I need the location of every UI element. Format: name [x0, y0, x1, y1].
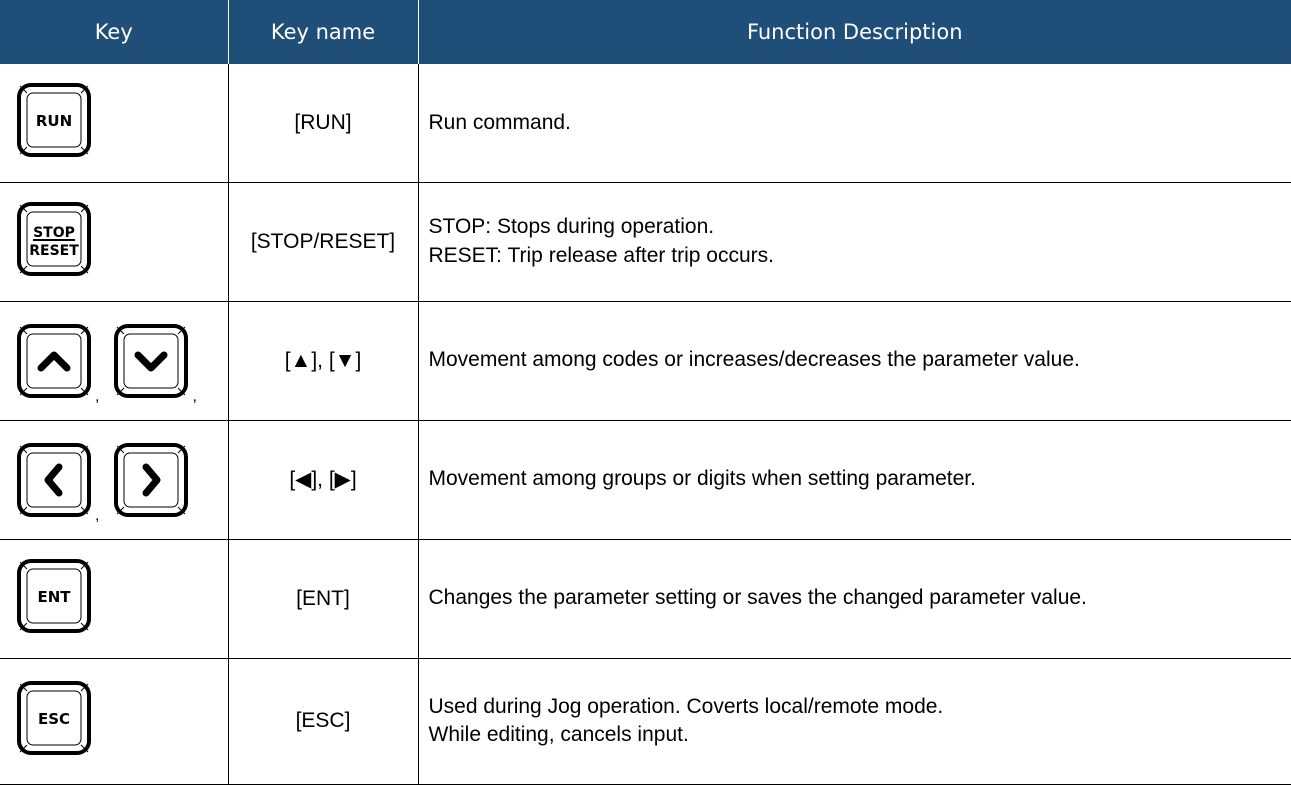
run-key-icon	[16, 82, 92, 158]
table-row	[0, 658, 1291, 784]
key-name-cell: [RUN]	[228, 64, 418, 182]
description-line: Movement among groups or digits when setting parameter.	[429, 465, 1291, 493]
esc-key-label: ESC	[38, 710, 70, 728]
key-name-cell: [▲], [▼]	[228, 301, 418, 420]
header-row	[0, 0, 1291, 64]
reset-key-label: RESET	[29, 243, 79, 259]
table-row	[0, 420, 1291, 539]
description-cell	[418, 64, 1291, 182]
key-cell	[0, 182, 228, 301]
key-cell	[0, 658, 228, 784]
stop-reset-key-icon	[16, 201, 92, 277]
run-key-label: RUN	[36, 112, 72, 130]
stop-key-label: STOP	[33, 225, 75, 241]
key-separator: ,	[95, 508, 99, 524]
key-separator: ,	[192, 389, 196, 405]
ent-key-icon	[16, 558, 92, 634]
key-name-cell: [ENT]	[228, 539, 418, 658]
description-cell	[418, 420, 1291, 539]
table-row	[0, 301, 1291, 420]
ent-key-label: ENT	[37, 588, 71, 606]
description-cell	[418, 539, 1291, 658]
header-function-description: Function Description	[418, 0, 1291, 64]
description-line: Changes the parameter setting or saves the changed parameter value.	[429, 584, 1291, 612]
header-key-name: Key name	[228, 0, 418, 64]
key-name-cell: [◀], [▶]	[228, 420, 418, 539]
table-row	[0, 539, 1291, 658]
arrow-down-key-icon	[113, 323, 189, 399]
description-line: Movement among codes or increases/decreases the parameter value.	[429, 346, 1291, 374]
description-line: RESET: Trip release after trip occurs.	[429, 242, 1291, 270]
arrow-up-key-icon	[16, 323, 92, 399]
description-line: Used during Jog operation. Coverts local/remote mode.	[429, 693, 1291, 721]
key-cell	[0, 539, 228, 658]
table-row	[0, 64, 1291, 182]
key-name-cell: [ESC]	[228, 658, 418, 784]
description-line: Run command.	[429, 109, 1291, 137]
arrow-right-key-icon	[113, 442, 189, 518]
key-cell	[0, 301, 228, 420]
arrow-left-key-icon	[16, 442, 92, 518]
table-row	[0, 182, 1291, 301]
key-separator: ,	[95, 389, 99, 405]
description-line: While editing, cancels input.	[429, 721, 1291, 749]
header-key: Key	[0, 0, 228, 64]
description-line: STOP: Stops during operation.	[429, 213, 1291, 241]
description-cell	[418, 301, 1291, 420]
esc-key-icon	[16, 680, 92, 756]
description-cell	[418, 182, 1291, 301]
key-name-cell: [STOP/RESET]	[228, 182, 418, 301]
key-cell	[0, 420, 228, 539]
key-cell	[0, 64, 228, 182]
description-cell	[418, 658, 1291, 784]
